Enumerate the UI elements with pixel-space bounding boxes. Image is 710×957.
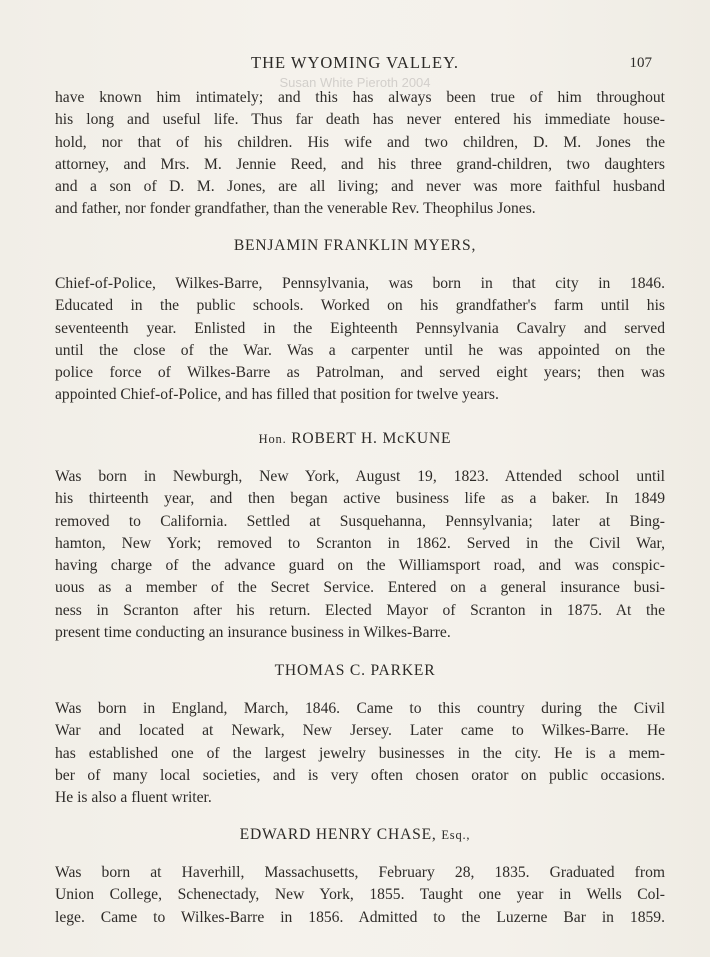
text-line: lege. Came to Wilkes-Barre in 1856. Admitted to the Luzerne Bar in 1859.	[55, 908, 665, 926]
text-line: having charge of the advance guard on the Williamsport road, and was conspic-	[55, 557, 665, 575]
section-body-mckune	[55, 466, 665, 644]
text-line: and a son of D. M. Jones, are all living; and never was more faithful husband	[55, 178, 665, 196]
text-line: his long and useful life. Thus far death has never entered his immediate house-	[55, 111, 665, 129]
text-line: ness in Scranton after his return. Elected Mayor of Scranton in 1875. At the	[55, 601, 665, 619]
heading-name: BENJAMIN FRANKLIN MYERS,	[233, 237, 477, 254]
running-title: THE WYOMING VALLEY.	[251, 53, 459, 72]
text-line: his thirteenth year, and then began active business life as a baker. In 1849	[55, 490, 665, 508]
text-line: Was born in England, March, 1846. Came to this country during the Civil	[55, 700, 665, 717]
section-body-parker	[55, 698, 665, 809]
text-line: He is also a fluent writer.	[55, 789, 212, 807]
heading-prefix: Hon.	[258, 432, 287, 446]
text-line: Union College, Schenectady, New York, 1855. Taught one year in Wells Col-	[55, 886, 665, 904]
text-line: has established one of the largest jewelry businesses in the city. He is a mem-	[55, 744, 665, 762]
text-line: Chief-of-Police, Wilkes-Barre, Pennsylvania, was born in that city in 1846.	[55, 275, 665, 292]
page-number: 107	[629, 55, 652, 71]
text-line: hold, nor that of his children. His wife and two children, D. M. Jones the	[55, 133, 665, 151]
section-heading-myers	[0, 237, 710, 255]
text-line: attorney, and Mrs. M. Jennie Reed, and his three grand-children, two daughters	[55, 155, 665, 173]
text-line: have known him intimately; and this has always been true of him throughout	[55, 89, 665, 106]
text-line: until the close of the War. Was a carpenter until he was appointed on the	[55, 341, 665, 359]
text-line: Was born in Newburgh, New York, August 19, 1823. Attended school until	[55, 468, 665, 485]
text-line: Was born at Haverhill, Massachusetts, February 28, 1835. Graduated from	[55, 864, 665, 881]
heading-name: THOMAS C. PARKER	[274, 662, 436, 679]
section-heading-chase	[0, 826, 710, 844]
intro-paragraph	[55, 87, 665, 221]
heading-suffix: Esq.,	[441, 828, 471, 842]
text-line: War and located at Newark, New Jersey. Later came to Wilkes-Barre. He	[55, 722, 665, 740]
text-line: removed to California. Settled at Susquehanna, Pennsylvania; later at Bing-	[55, 512, 665, 530]
text-line: hamton, New York; removed to Scranton in 1862. Served in the Civil War,	[55, 534, 665, 552]
section-body-myers	[55, 273, 665, 407]
section-body-chase	[55, 862, 665, 929]
section-heading-parker	[0, 662, 710, 680]
running-header	[0, 53, 710, 75]
text-line: and father, nor fonder grandfather, than the venerable Rev. Theophilus Jones.	[55, 200, 536, 218]
text-line: Educated in the public schools. Worked on his grandfather's farm until his	[55, 297, 665, 315]
text-line: appointed Chief-of-Police, and has filled that position for twelve years.	[55, 386, 499, 404]
section-heading-mckune	[0, 430, 710, 448]
text-line: police force of Wilkes-Barre as Patrolman, and served eight years; then was	[55, 364, 665, 382]
text-line: present time conducting an insurance business in Wilkes-Barre.	[55, 624, 451, 642]
heading-name: ROBERT H. McKUNE	[291, 430, 452, 447]
heading-name: EDWARD HENRY CHASE,	[239, 826, 437, 843]
watermark: Susan White Pieroth 2004	[279, 75, 431, 90]
text-line: uous as a member of the Secret Service. Entered on a general insurance busi-	[55, 579, 665, 597]
text-line: ber of many local societies, and is very often chosen orator on public occasions.	[55, 766, 665, 784]
text-line: seventeenth year. Enlisted in the Eighteenth Pennsylvania Cavalry and served	[55, 319, 665, 337]
